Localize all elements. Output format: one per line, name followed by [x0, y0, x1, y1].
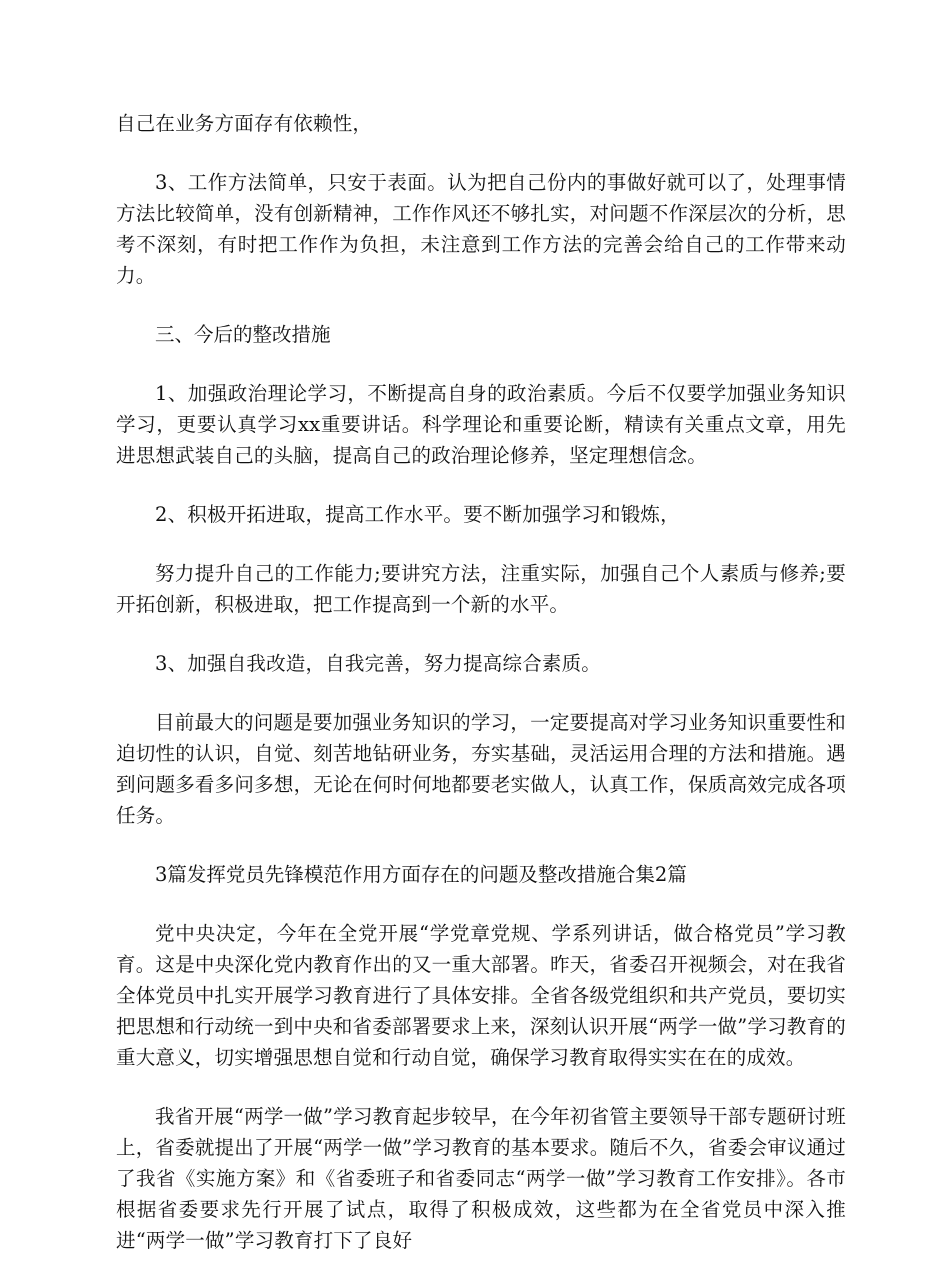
paragraph-political-study: 1、加强政治理论学习，不断提高自身的政治素质。今后不仅要学加强业务知识学习，更要认真学习xx重要讲话。科学理论和重要论断，精读有关重点文章，用先进思想武装自己的头脑，提高自己的政治理论修养，坚定理想信念。 — [116, 382, 846, 467]
paragraph-work-method: 3、工作方法简单，只安于表面。认为把自己份内的事做好就可以了，处理事情方法比较简单，没有创新精神，工作作风还不够扎实，对问题不作深层次的分析，思考不深刻，有时把工作作为负担，未注意到工作方法的完善会给自己的工作带来动力。 — [116, 171, 846, 287]
document-body — [116, 108, 846, 1284]
article-title: 3篇发挥党员先锋模范作用方面存在的问题及整改措施合集2篇 — [155, 863, 687, 886]
paragraph-self-improvement: 3、加强自我改造，自我完善，努力提高综合素质。 — [155, 652, 602, 675]
paragraph-province-progress: 我省开展“两学一做”学习教育起步较早，在今年初省管主要领导干部专题研讨班上，省委就提出了开展“两学一做”学习教育的基本要求。随后不久，省委会审议通过了我省《实施方案》和《省委班子和省委同志“两学一做”学习教育工作安排》。各市根据省委要求先行开展了试点，取得了积极成效，这些都为在全省党员中深入推进“两学一做”学习教育打下了良好 — [116, 1105, 846, 1252]
paragraph-central-decision: 党中央决定，今年在全党开展“学党章党规、学系列讲话，做合格党员”学习教育。这是中央深化党内教育作出的又一重大部署。昨天，省委召开视频会，对在我省全体党员中扎实开展学习教育进行了具体安排。全省各级党组织和共产党员，要切实把思想和行动统一到中央和省委部署要求上来，深刻认识开展“两学一做”学习教育的重大意义，切实增强思想自觉和行动自觉，确保学习教育取得实实在在的成效。 — [116, 922, 846, 1069]
paragraph-dependency: 自己在业务方面存有依赖性， — [116, 112, 373, 135]
paragraph-improve-ability: 努力提升自己的工作能力;要讲究方法，注重实际，加强自己个人素质与修养;要开拓创新，积极进取，把工作提高到一个新的水平。 — [116, 562, 846, 616]
section-heading-rectification: 三、今后的整改措施 — [155, 323, 331, 346]
paragraph-business-knowledge: 目前最大的问题是要加强业务知识的学习，一定要提高对学习业务知识重要性和迫切性的认识，自觉、刻苦地钻研业务，夯实基础，灵活运用合理的方法和措施。遇到问题多看多问多想，无论在何时何地都要老实做人，认真工作，保质高效完成各项任务。 — [116, 711, 846, 827]
paragraph-pioneering: 2、积极开拓进取，提高工作水平。要不断加强学习和锻炼， — [155, 503, 680, 526]
